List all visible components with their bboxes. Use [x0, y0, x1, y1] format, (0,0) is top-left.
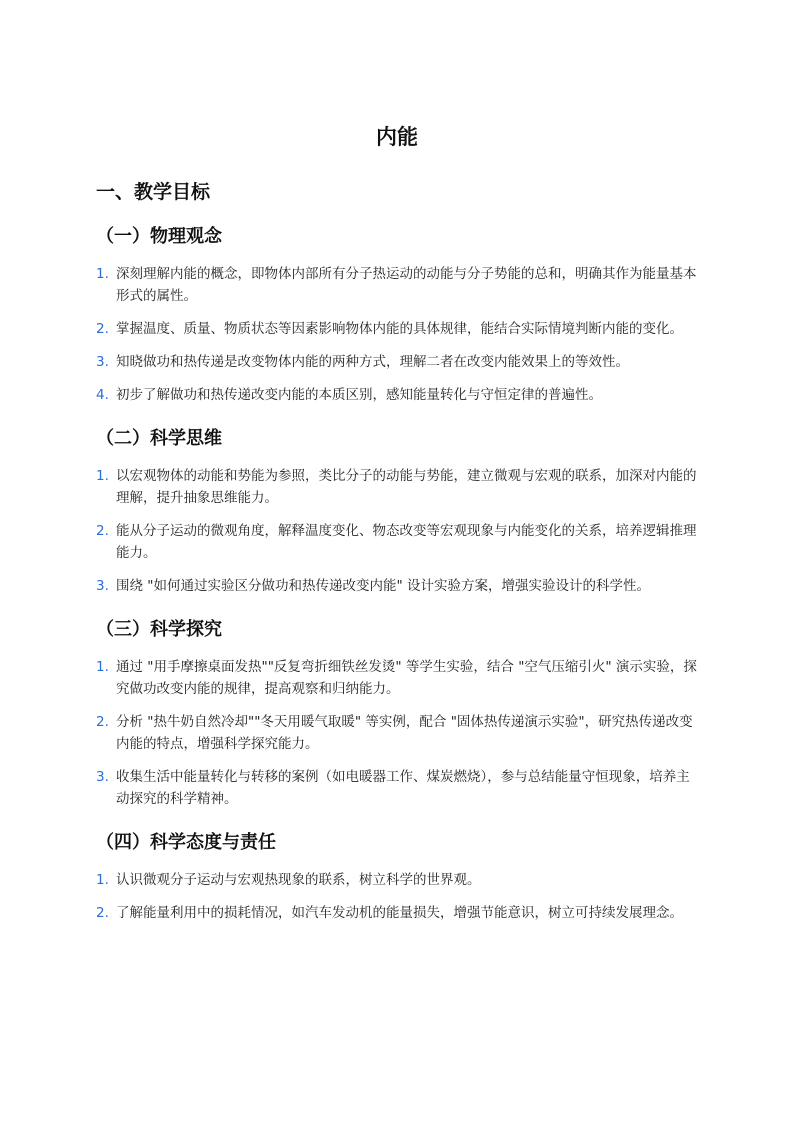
list-item-text: 围绕 "如何通过实验区分做功和热传递改变内能" 设计实验方案，增强实验设计的科学性。	[116, 578, 651, 594]
list-item	[96, 351, 698, 373]
list-item-number: 1.	[96, 468, 109, 484]
list-item-number: 2.	[96, 714, 109, 730]
list-item-text: 掌握温度、质量、物质状态等因素影响物体内能的具体规律，能结合实际情境判断内能的变化。	[116, 321, 683, 337]
subsection	[96, 223, 698, 406]
list-item-number: 1.	[96, 266, 109, 282]
list-item-text: 深刻理解内能的概念，即物体内部所有分子热运动的动能与分子势能的总和，明确其作为能量基本形式的属性。	[116, 266, 697, 304]
list-item	[96, 766, 698, 810]
list-item	[96, 263, 698, 307]
list-item	[96, 318, 698, 340]
list-item-text: 通过 "用手摩擦桌面发热""反复弯折细铁丝发烫" 等学生实验，结合 "空气压缩引火" 演示实验，探究做功改变内能的规律，提高观察和归纳能力。	[116, 659, 697, 697]
subsection	[96, 425, 698, 597]
list-item	[96, 869, 698, 891]
subsection	[96, 616, 698, 810]
list-item-number: 1.	[96, 659, 109, 675]
list-item-text: 能从分子运动的微观角度，解释温度变化、物态改变等宏观现象与内能变化的关系，培养逻辑推理能力。	[116, 523, 697, 561]
numbered-list	[96, 656, 698, 810]
list-item-text: 了解能量利用中的损耗情况，如汽车发动机的能量损失，增强节能意识，树立可持续发展理念。	[116, 905, 683, 921]
list-item-text: 认识微观分子运动与宏观热现象的联系，树立科学的世界观。	[116, 872, 481, 888]
numbered-list	[96, 465, 698, 597]
numbered-list	[96, 869, 698, 924]
list-item-number: 3.	[96, 354, 109, 370]
subsection-title: （四）科学态度与责任	[96, 832, 276, 853]
list-item-text: 知晓做功和热传递是改变物体内能的两种方式，理解二者在改变内能效果上的等效性。	[116, 354, 629, 370]
document-title: 内能	[376, 125, 418, 149]
list-item	[96, 384, 698, 406]
list-item-number: 2.	[96, 523, 109, 539]
subsection-title: （二）科学思维	[96, 428, 222, 449]
list-item-number: 1.	[96, 872, 109, 888]
list-item-text: 以宏观物体的动能和势能为参照，类比分子的动能与势能，建立微观与宏观的联系，加深对内能的理解，提升抽象思维能力。	[116, 468, 697, 506]
list-item-number: 2.	[96, 905, 109, 921]
subsection-title: （一）物理观念	[96, 226, 222, 247]
sections-container	[96, 223, 698, 924]
list-item-number: 3.	[96, 769, 109, 785]
list-item	[96, 656, 698, 700]
list-item	[96, 520, 698, 564]
list-item-number: 4.	[96, 387, 109, 403]
list-item-text: 初步了解做功和热传递改变内能的本质区别，感知能量转化与守恒定律的普遍性。	[116, 387, 602, 403]
list-item-text: 分析 "热牛奶自然冷却""冬天用暖气取暖" 等实例，配合 "固体热传递演示实验"，研究热传递改变内能的特点，增强科学探究能力。	[116, 714, 693, 752]
list-item	[96, 711, 698, 755]
list-item-number: 2.	[96, 321, 109, 337]
list-item-text: 收集生活中能量转化与转移的案例（如电暖器工作、煤炭燃烧），参与总结能量守恒现象，培养主动探究的科学精神。	[116, 769, 690, 807]
section-heading: 一、教学目标	[96, 181, 211, 203]
subsection	[96, 829, 698, 924]
list-item	[96, 902, 698, 924]
list-item-number: 3.	[96, 578, 109, 594]
numbered-list	[96, 263, 698, 406]
subsection-title: （三）科学探究	[96, 619, 222, 640]
list-item	[96, 575, 698, 597]
list-item	[96, 465, 698, 509]
